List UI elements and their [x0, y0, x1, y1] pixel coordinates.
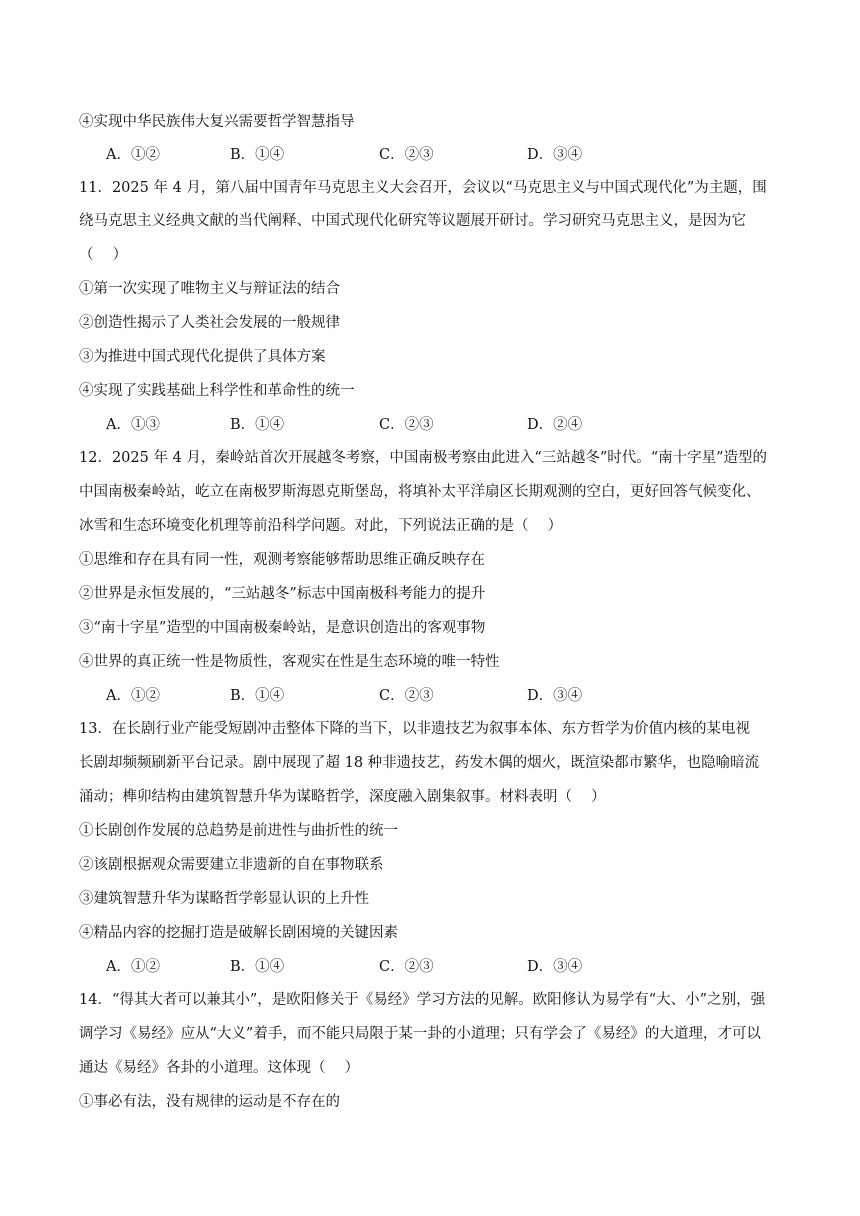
q13-item-2: ②该剧根据观众需要建立非遗新的自在事物联系 — [79, 857, 384, 873]
q10-option-b: B．①④ — [230, 147, 285, 163]
q11-item-1: ①第一次实现了唯物主义与辩证法的结合 — [79, 281, 340, 297]
q12-stem-line-2: 中国南极秦岭站，屹立在南极罗斯海恩克斯堡岛，将填补太平洋扇区长期观测的空白，更好回答气候变化、 — [79, 484, 761, 500]
q10-item-4: ④实现中华民族伟大复兴需要哲学智慧指导 — [79, 114, 355, 130]
q11-item-2: ②创造性揭示了人类社会发展的一般规律 — [79, 315, 340, 331]
q10-option-d: D．③④ — [527, 147, 583, 163]
q11-stem-line-2: 绕马克思主义经典文献的当代阐释、中国式现代化研究等议题展开研讨。学习研究马克思主义，是因为它 — [79, 213, 746, 229]
q11-option-c: C．②③ — [379, 417, 434, 433]
q12-item-1: ①思维和存在具有同一性，观测考察能够帮助思维正确反映存在 — [79, 552, 485, 568]
q14-stem-line-3: 通达《易经》各卦的小道理。这体现（ ） — [79, 1060, 360, 1076]
q11-stem-line-1: 11．2025 年 4 月，第八届中国青年马克思主义大会召开，会议以“马克思主义与中国式现代化”为主题，围 — [79, 180, 767, 196]
q10-option-a: A．①② — [106, 147, 160, 163]
q11-item-3: ③为推进中国式现代化提供了具体方案 — [79, 349, 326, 365]
q13-option-b: B．①④ — [230, 959, 285, 975]
q11-item-4: ④实现了实践基础上科学性和革命性的统一 — [79, 383, 355, 399]
q13-stem-line-2: 长剧却频频刷新平台记录。剧中展现了超 18 种非遗技艺，药发木偶的烟火，既渲染都市繁华，也隐喻暗流 — [79, 755, 760, 771]
q11-stem-line-3: （ ） — [79, 247, 128, 263]
q12-stem-line-3: 冰雪和生态环境变化机理等前沿科学问题。对此，下列说法正确的是（ ） — [79, 518, 563, 534]
q11-option-d: D．②④ — [527, 417, 583, 433]
q13-option-a: A．①② — [106, 959, 160, 975]
q13-item-3: ③建筑智慧升华为谋略哲学彰显认识的上升性 — [79, 891, 369, 907]
q14-stem-line-2: 调学习《易经》应从“大义”着手，而不能只局限于某一卦的小道理；只有学会了《易经》的大道理，才可以 — [79, 1026, 761, 1042]
q13-stem-line-3: 涌动；榫卯结构由建筑智慧升华为谋略哲学，深度融入剧集叙事。材料表明（ ） — [79, 789, 606, 805]
q12-option-c: C．②③ — [379, 688, 434, 704]
q12-option-a: A．①② — [106, 688, 160, 704]
q12-option-d: D．③④ — [527, 688, 583, 704]
q11-option-b: B．①④ — [230, 417, 285, 433]
q12-item-3: ③“南十字星”造型的中国南极秦岭站，是意识创造出的客观事物 — [79, 620, 486, 636]
q12-stem-line-1: 12．2025 年 4 月，秦岭站首次开展越冬考察，中国南极考察由此进入“三站越冬”时代。“南十字星”造型的 — [79, 450, 768, 466]
q13-option-d: D．③④ — [527, 959, 583, 975]
q14-item-1: ①事必有法，没有规律的运动是不存在的 — [79, 1094, 340, 1110]
q14-stem-line-1: 14．“得其大者可以兼其小”，是欧阳修关于《易经》学习方法的见解。欧阳修认为易学有“大、小”之别，强 — [79, 992, 766, 1008]
q13-option-c: C．②③ — [379, 959, 434, 975]
q11-option-a: A．①③ — [106, 417, 160, 433]
q12-option-b: B．①④ — [230, 688, 285, 704]
q12-item-2: ②世界是永恒发展的，“三站越冬”标志中国南极科考能力的提升 — [79, 586, 486, 602]
q10-option-c: C．②③ — [379, 147, 434, 163]
q13-item-4: ④精品内容的挖掘打造是破解长剧困境的关键因素 — [79, 925, 398, 941]
q13-stem-line-1: 13．在长剧行业产能受短剧冲击整体下降的当下，以非遗技艺为叙事本体、东方哲学为价值内核的某电视 — [79, 721, 750, 737]
q12-item-4: ④世界的真正统一性是物质性，客观实在性是生态环境的唯一特性 — [79, 654, 500, 670]
q13-item-1: ①长剧创作发展的总趋势是前进性与曲折性的统一 — [79, 823, 398, 839]
